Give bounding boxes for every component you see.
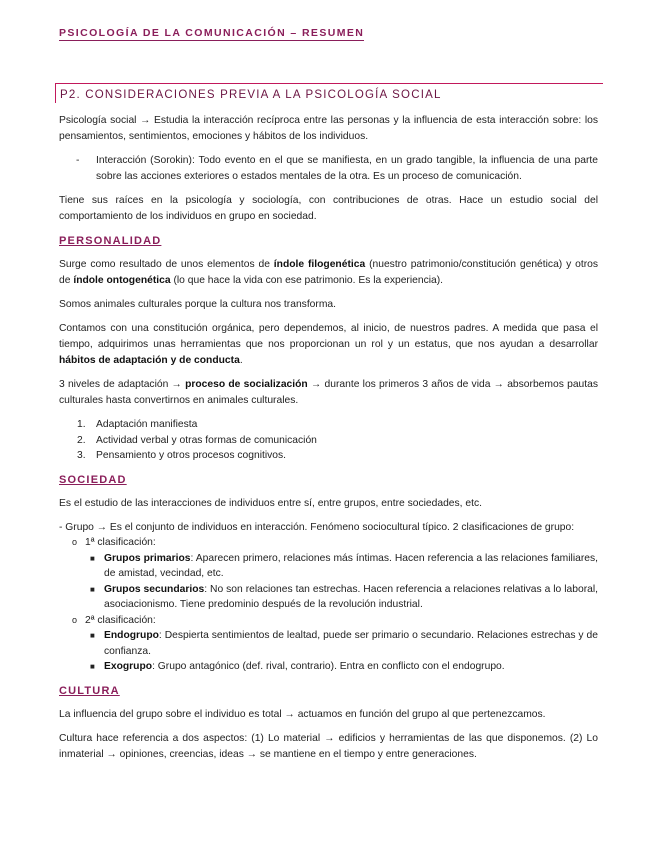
square-marker: ■ [90, 662, 95, 671]
intro-bullet-list [59, 153, 598, 185]
square-marker: ■ [90, 631, 95, 640]
intro-paragraph: Tiene sus raíces en la psicología y sociología, con contribuciones de otras. Hace un estudio social del comportamiento de los individuos en grupo en sociedad. [59, 195, 598, 222]
circle-marker: o [72, 537, 78, 547]
document-body [59, 113, 598, 771]
paragraph: La influencia del grupo sobre el individuo es total → actuamos en función del grupo al que pertenezcamos. [59, 708, 546, 720]
paragraph: 3 niveles de adaptación → proceso de socialización → durante los primeros 3 años de vida → absorbemos pautas culturales hasta convertirnos en animales culturales. [59, 379, 599, 406]
square-marker: ■ [90, 553, 95, 563]
dash-marker: - [76, 155, 80, 166]
numbered-list [59, 417, 598, 464]
list-item: 2. Actividad verbal y otras formas de comunicación [77, 434, 317, 446]
paragraph: Contamos con una constitución orgánica, pero dependemos, al inicio, de nuestros padres. A medida que pasa el tiempo, adquirimos unas herramientas que nos proporcionan un rol y un estatus, que nos ayudan a desarrollar hábitos de adaptación y de conducta. [59, 323, 598, 366]
list-item: 3. Pensamiento y otros procesos cognitivos. [77, 450, 287, 461]
list-item: ■ Exogrupo: Grupo antagónico (def. rival, contrario). Entra en conflicto con el endogrupo. [59, 659, 598, 675]
heading-personalidad: PERSONALIDAD [59, 235, 162, 247]
paragraph: Cultura hace referencia a dos aspectos: (1) Lo material → edificios y herramientas de las que disponemos. (2) Lo inmaterial → opiniones, creencias, ideas → se mantiene en el tiempo y entre generaciones. [59, 732, 598, 760]
list-item [59, 153, 598, 185]
section-title: P2. CONSIDERACIONES PREVIA A LA PSICOLOGÍA SOCIAL [55, 83, 603, 103]
list-item: 1. Adaptación manifiesta [77, 419, 198, 430]
square-marker: ■ [90, 584, 95, 594]
intro-paragraph: Psicología social → Estudia la interacción recíproca entre las personas y la influencia de esta interacción sobre: los pensamientos, sentimientos, emociones y hábitos de los individuos. [59, 115, 598, 142]
heading-sociedad: SOCIEDAD [59, 473, 127, 486]
list-item: o 2ª clasificación: [59, 613, 598, 629]
paragraph: Surge como resultado de unos elementos de índole filogenética (nuestro patrimonio/constitución genética) y otros de índole ontogenética (lo que hace la vida con ese patrimonio. Es la experiencia). [59, 259, 598, 286]
list-item: ■ Grupos secundarios: No son relaciones tan estrechas. Hacen referencia a relaciones relativas a lo laboral, asociacionismo. Tiene predominio después de la revolución industrial. [90, 583, 599, 610]
list-item: ■ Grupos primarios: Aparecen primero, relaciones más íntimas. Hacen referencia a las relaciones familiares, de amistad, vecindad, etc. [90, 552, 598, 579]
list-item: ■ Endogrupo: Despierta sentimientos de lealtad, puede ser primario o secundario. Relaciones estrechas y de confianza. [90, 630, 598, 657]
heading-cultura: CULTURA [59, 684, 120, 697]
paragraph: - Grupo → Es el conjunto de individuos en interacción. Fenómeno sociocultural típico. 2 clasificaciones de grupo: [59, 521, 575, 533]
list-item: o 1ª clasificación: [59, 535, 598, 551]
list-item-text: Interacción (Sorokin): Todo evento en el que se manifiesta, en un grado tangible, la influencia de una parte sobre las acciones exteriores o estados mentales de la otra. Es un proceso de comunicación. [96, 155, 598, 182]
paragraph: Somos animales culturales porque la cultura nos transforma. [59, 299, 337, 310]
paragraph: Es el estudio de las interacciones de individuos entre sí, entre grupos, entre sociedades, etc. [59, 497, 482, 509]
circle-marker: o [72, 614, 78, 625]
document-header: PSICOLOGÍA DE LA COMUNICACIÓN – RESUMEN [59, 27, 365, 39]
